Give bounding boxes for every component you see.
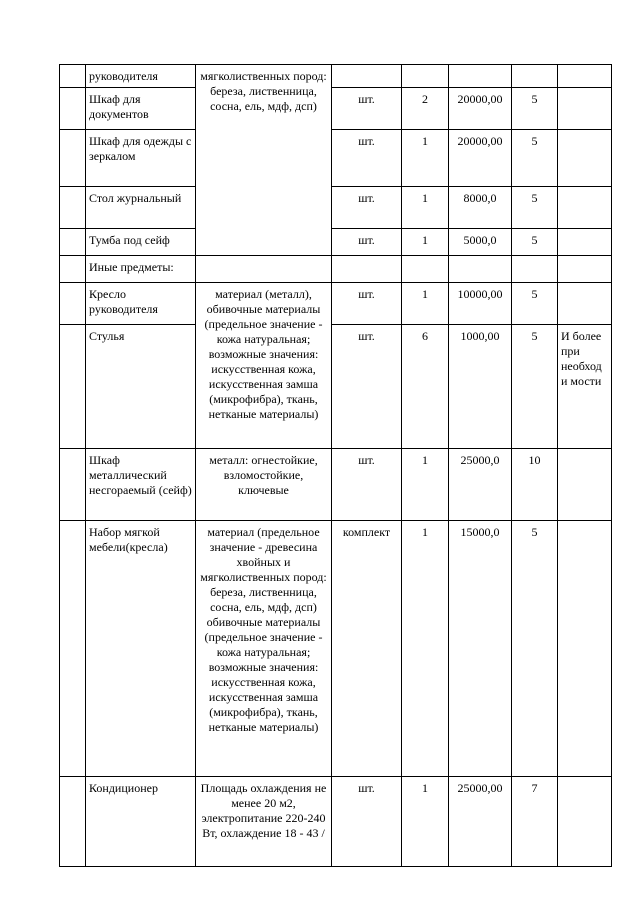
unit-cell: шт. [332,130,402,187]
table-row [60,521,612,777]
unit-cell: шт. [332,283,402,325]
price-cell: 20000,00 [449,130,512,187]
row-number-cell [60,777,86,867]
unit-cell [332,65,402,88]
price-cell: 15000,0 [449,521,512,777]
price-cell: 25000,00 [449,777,512,867]
row-number-cell [60,283,86,325]
item-name: Шкаф для документов [86,88,196,130]
item-name: Стол журнальный [86,187,196,229]
item-name: Кондиционер [86,777,196,867]
price-cell: 10000,00 [449,283,512,325]
row-number-cell [60,521,86,777]
row-number-cell [60,229,86,256]
unit-cell: шт. [332,449,402,521]
table-row [60,777,612,867]
unit-cell [332,256,402,283]
note-cell [558,256,612,283]
note-cell [558,88,612,130]
table-row [60,229,612,256]
price-cell: 25000,0 [449,449,512,521]
price-cell: 20000,00 [449,88,512,130]
years-cell: 5 [512,130,558,187]
item-name: Стулья [86,325,196,449]
note-cell [558,449,612,521]
years-cell [512,256,558,283]
qty-cell: 6 [402,325,449,449]
years-cell: 10 [512,449,558,521]
years-cell: 5 [512,88,558,130]
item-name: Тумба под сейф [86,229,196,256]
item-name: Набор мягкой мебели(кресла) [86,521,196,777]
unit-cell: шт. [332,88,402,130]
unit-cell: шт. [332,229,402,256]
qty-cell: 1 [402,229,449,256]
note-cell [558,65,612,88]
qty-cell: 1 [402,187,449,229]
qty-cell [402,256,449,283]
row-number-cell [60,88,86,130]
table-row [60,449,612,521]
item-name: Шкаф металлический несгораемый (сейф) [86,449,196,521]
qty-cell: 1 [402,449,449,521]
qty-cell: 2 [402,88,449,130]
price-cell: 1000,00 [449,325,512,449]
requirements-table [59,64,612,867]
item-name: Шкаф для одежды с зеркалом [86,130,196,187]
unit-cell: шт. [332,325,402,449]
price-cell: 8000,0 [449,187,512,229]
qty-cell: 1 [402,283,449,325]
note-cell [558,283,612,325]
item-description: Площадь охлаждения не менее 20 м2, электропитание 220-240 Вт, охлаждение 18 - 43 / [196,777,332,867]
years-cell: 7 [512,777,558,867]
section-label: Иные предметы: [86,256,196,283]
years-cell: 5 [512,187,558,229]
price-cell [449,256,512,283]
item-name: Кресло руководителя [86,283,196,325]
years-cell: 5 [512,521,558,777]
note-cell [558,130,612,187]
item-name: руководителя [86,65,196,88]
price-cell: 5000,0 [449,229,512,256]
table-row [60,88,612,130]
qty-cell: 1 [402,130,449,187]
note-cell [558,521,612,777]
table-row-section [60,256,612,283]
table-row [60,325,612,449]
years-cell: 5 [512,325,558,449]
item-description: металл: огнестойкие, взломостойкие, ключевые [196,449,332,521]
table-row [60,283,612,325]
unit-cell: шт. [332,777,402,867]
row-number-cell [60,256,86,283]
note-cell: И более при необходи мости [558,325,612,449]
table-row [60,65,612,88]
row-number-cell [60,65,86,88]
row-number-cell [60,325,86,449]
row-number-cell [60,187,86,229]
qty-cell: 1 [402,521,449,777]
note-cell [558,229,612,256]
item-description: материал (предельное значение - древесина хвойных и мягколиственных пород: береза, лиственница, сосна, ель, мдф, дсп) обивочные материалы (предельное значение - кожа натуральная; возможные значения: искусственная кожа, искусственная замша (микрофибра), ткань, нетканые материалы) [196,521,332,777]
years-cell [512,65,558,88]
table-row [60,187,612,229]
unit-cell: шт. [332,187,402,229]
years-cell: 5 [512,229,558,256]
qty-cell [402,65,449,88]
qty-cell: 1 [402,777,449,867]
unit-cell: комплект [332,521,402,777]
years-cell: 5 [512,283,558,325]
row-number-cell [60,130,86,187]
item-description [196,256,332,283]
price-cell [449,65,512,88]
note-cell [558,777,612,867]
table-row [60,130,612,187]
item-description: мягколиственных пород: береза, лиственница, сосна, ель, мдф, дсп) [196,65,332,256]
item-description: материал (металл), обивочные материалы (предельное значение - кожа натуральная; возможные значения: искусственная кожа, искусственная замша (микрофибра), ткань, нетканые материалы) [196,283,332,449]
note-cell [558,187,612,229]
row-number-cell [60,449,86,521]
